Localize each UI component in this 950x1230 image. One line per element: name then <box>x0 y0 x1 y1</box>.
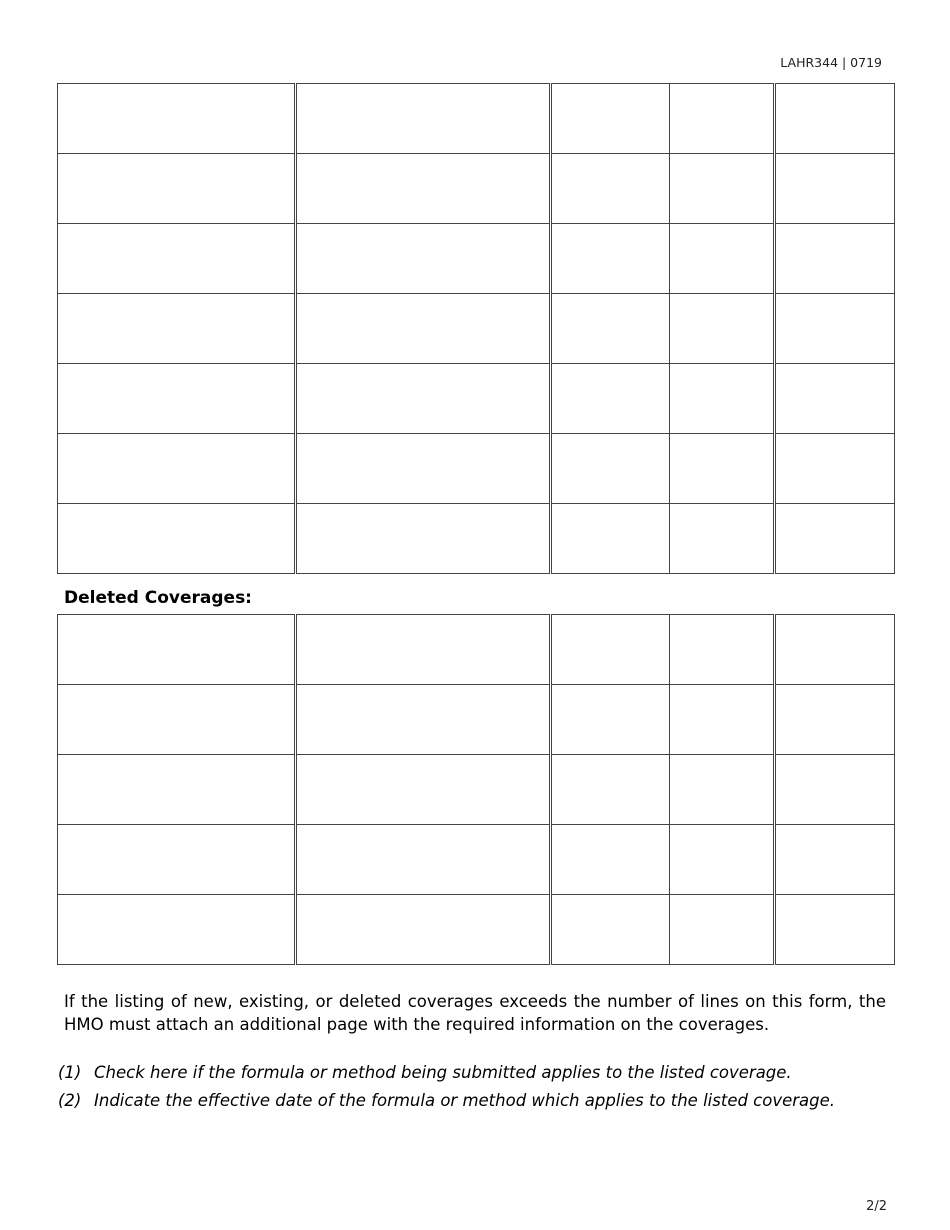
coverage-name-cell[interactable] <box>58 434 296 504</box>
formula-check-cell[interactable] <box>670 84 775 154</box>
coverage-name-cell[interactable] <box>58 615 296 685</box>
coverage-description-cell[interactable] <box>296 825 551 895</box>
footnote-2 <box>58 1091 835 1110</box>
page-number: 2/2 <box>866 1199 887 1214</box>
effective-date-cell[interactable] <box>775 755 895 825</box>
table-row <box>58 84 895 154</box>
footnote-text: Indicate the effective date of the formula or method which applies to the listed coverage. <box>94 1091 836 1110</box>
footnote-text: Check here if the formula or method being submitted applies to the listed coverage. <box>94 1063 792 1082</box>
table-row <box>58 434 895 504</box>
table-row <box>58 825 895 895</box>
effective-date-cell[interactable] <box>775 685 895 755</box>
coverage-name-cell[interactable] <box>58 504 296 574</box>
table-row <box>58 364 895 434</box>
coverage-description-cell[interactable] <box>296 755 551 825</box>
coverage-cell-3[interactable] <box>551 434 670 504</box>
coverage-name-cell[interactable] <box>58 84 296 154</box>
effective-date-cell[interactable] <box>775 434 895 504</box>
coverage-name-cell[interactable] <box>58 685 296 755</box>
footnote-1 <box>58 1063 792 1082</box>
coverage-cell-3[interactable] <box>551 755 670 825</box>
coverage-cell-3[interactable] <box>551 685 670 755</box>
effective-date-cell[interactable] <box>775 615 895 685</box>
coverage-cell-3[interactable] <box>551 615 670 685</box>
coverage-cell-3[interactable] <box>551 504 670 574</box>
table-row <box>58 895 895 965</box>
coverage-name-cell[interactable] <box>58 294 296 364</box>
coverage-name-cell[interactable] <box>58 825 296 895</box>
formula-check-cell[interactable] <box>670 364 775 434</box>
formula-check-cell[interactable] <box>670 615 775 685</box>
deleted-coverages-table <box>57 614 895 965</box>
additional-page-note: If the listing of new, existing, or deleted coverages exceeds the number of lines on this form, the HMO must attach an additional page with the required information on the coverages. <box>64 992 886 1034</box>
coverage-description-cell[interactable] <box>296 154 551 224</box>
effective-date-cell[interactable] <box>775 154 895 224</box>
effective-date-cell[interactable] <box>775 224 895 294</box>
effective-date-cell[interactable] <box>775 364 895 434</box>
table-row <box>58 224 895 294</box>
deleted-coverages-heading: Deleted Coverages: <box>64 588 252 608</box>
table-row <box>58 504 895 574</box>
formula-check-cell[interactable] <box>670 825 775 895</box>
form-code: LAHR344 | 0719 <box>780 55 882 70</box>
coverage-name-cell[interactable] <box>58 895 296 965</box>
formula-check-cell[interactable] <box>670 224 775 294</box>
coverage-cell-3[interactable] <box>551 825 670 895</box>
coverage-cell-3[interactable] <box>551 294 670 364</box>
formula-check-cell[interactable] <box>670 504 775 574</box>
formula-check-cell[interactable] <box>670 154 775 224</box>
coverage-description-cell[interactable] <box>296 294 551 364</box>
coverage-name-cell[interactable] <box>58 154 296 224</box>
coverage-description-cell[interactable] <box>296 615 551 685</box>
formula-check-cell[interactable] <box>670 434 775 504</box>
coverage-description-cell[interactable] <box>296 364 551 434</box>
coverage-description-cell[interactable] <box>296 504 551 574</box>
effective-date-cell[interactable] <box>775 825 895 895</box>
formula-check-cell[interactable] <box>670 685 775 755</box>
effective-date-cell[interactable] <box>775 895 895 965</box>
coverage-name-cell[interactable] <box>58 755 296 825</box>
coverage-description-cell[interactable] <box>296 84 551 154</box>
table-row <box>58 154 895 224</box>
existing-coverages-table <box>57 83 895 574</box>
formula-check-cell[interactable] <box>670 294 775 364</box>
coverage-description-cell[interactable] <box>296 895 551 965</box>
formula-check-cell[interactable] <box>670 895 775 965</box>
coverage-cell-3[interactable] <box>551 84 670 154</box>
coverage-cell-3[interactable] <box>551 154 670 224</box>
coverage-description-cell[interactable] <box>296 434 551 504</box>
effective-date-cell[interactable] <box>775 84 895 154</box>
effective-date-cell[interactable] <box>775 294 895 364</box>
formula-check-cell[interactable] <box>670 755 775 825</box>
coverage-cell-3[interactable] <box>551 224 670 294</box>
table-row <box>58 685 895 755</box>
coverage-cell-3[interactable] <box>551 364 670 434</box>
footnote-number: (1) <box>58 1063 82 1082</box>
table-row <box>58 615 895 685</box>
table-row <box>58 755 895 825</box>
table-row <box>58 294 895 364</box>
coverage-name-cell[interactable] <box>58 224 296 294</box>
coverage-name-cell[interactable] <box>58 364 296 434</box>
coverage-description-cell[interactable] <box>296 685 551 755</box>
footnote-number: (2) <box>58 1091 82 1110</box>
effective-date-cell[interactable] <box>775 504 895 574</box>
coverage-description-cell[interactable] <box>296 224 551 294</box>
coverage-cell-3[interactable] <box>551 895 670 965</box>
